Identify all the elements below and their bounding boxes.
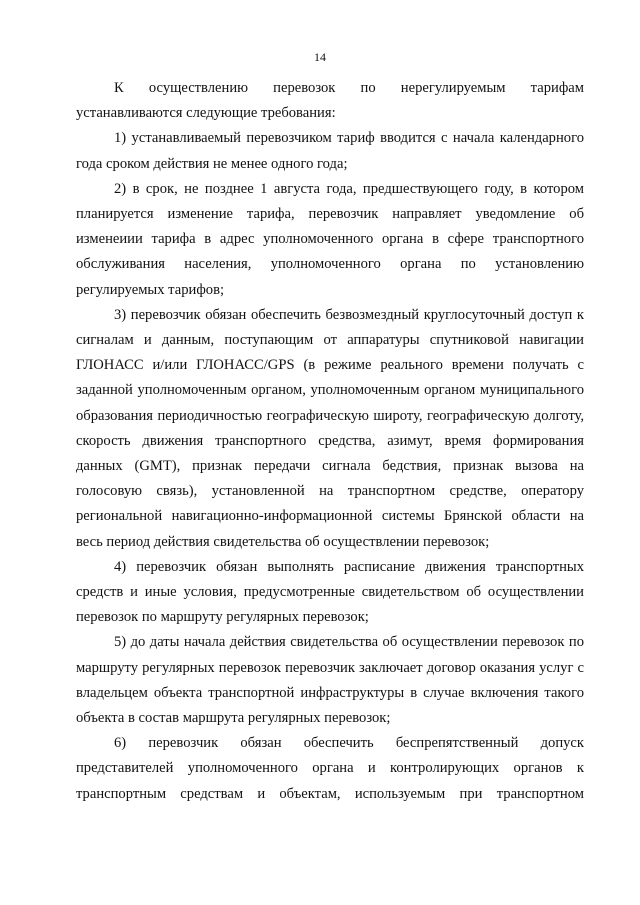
requirement-1-paragraph: 1) устанавливаемый перевозчиком тариф вводится с начала календарного года сроком действия не менее одного года; bbox=[76, 130, 584, 172]
intro-paragraph: К осуществлению перевозок по нерегулируемым тарифам устанавливаются следующие требования: bbox=[76, 80, 584, 122]
document-body bbox=[76, 76, 584, 807]
requirement-2-paragraph: 2) в срок, не позднее 1 августа года, предшествующего году, в котором планируется изменение тарифа, перевозчик направляет уведомление об изменеиии тарифа в адрес уполномоченного органа в сфере транспортного обслуживания населения, уполномоченного органа по установлению регулируемых тарифов; bbox=[76, 180, 584, 298]
page-number: 14 bbox=[314, 50, 326, 64]
requirement-5-paragraph: 5) до даты начала действия свидетельства об осуществлении перевозок по маршруту регулярных перевозок перевозчик заключает договор оказания услуг с владельцем объекта транспортной инфраструктуры в случае включения такого объекта в состав маршрута регулярных перевозок; bbox=[76, 634, 584, 727]
requirement-4-paragraph: 4) перевозчик обязан выполнять расписание движения транспортных средств и иные условия, предусмотренные свидетельством об осуществлении перевозок по маршруту регулярных перевозок; bbox=[76, 558, 584, 626]
requirement-6-paragraph: 6) перевозчик обязан обеспечить беспрепятственный допуск представителей уполномоченного органа и контролирующих органов к транспортным средствам и объектам, используемым при транспортном bbox=[76, 735, 584, 802]
requirement-3-paragraph: 3) перевозчик обязан обеспечить безвозмездный круглосуточный доступ к сигналам и данным, поступающим от аппаратуры спутниковой навигации ГЛОНАСС и/или ГЛОНАСС/GPS (в режиме реального времени получать с заданной уполномоченным органом, уполномоченным органом муниципального образования периодичностью географическую широту, географическую долготу, скорость движения транспортного средства, азимут, время формирования данных (GMT), признак передачи сигнала бедствия, признак вызова на голосовую связь), установленной на транспортном средстве, оператору региональной навигационно-информационной системы Брянской области на весь период действия свидетельства об осуществлении перевозок; bbox=[76, 306, 584, 550]
